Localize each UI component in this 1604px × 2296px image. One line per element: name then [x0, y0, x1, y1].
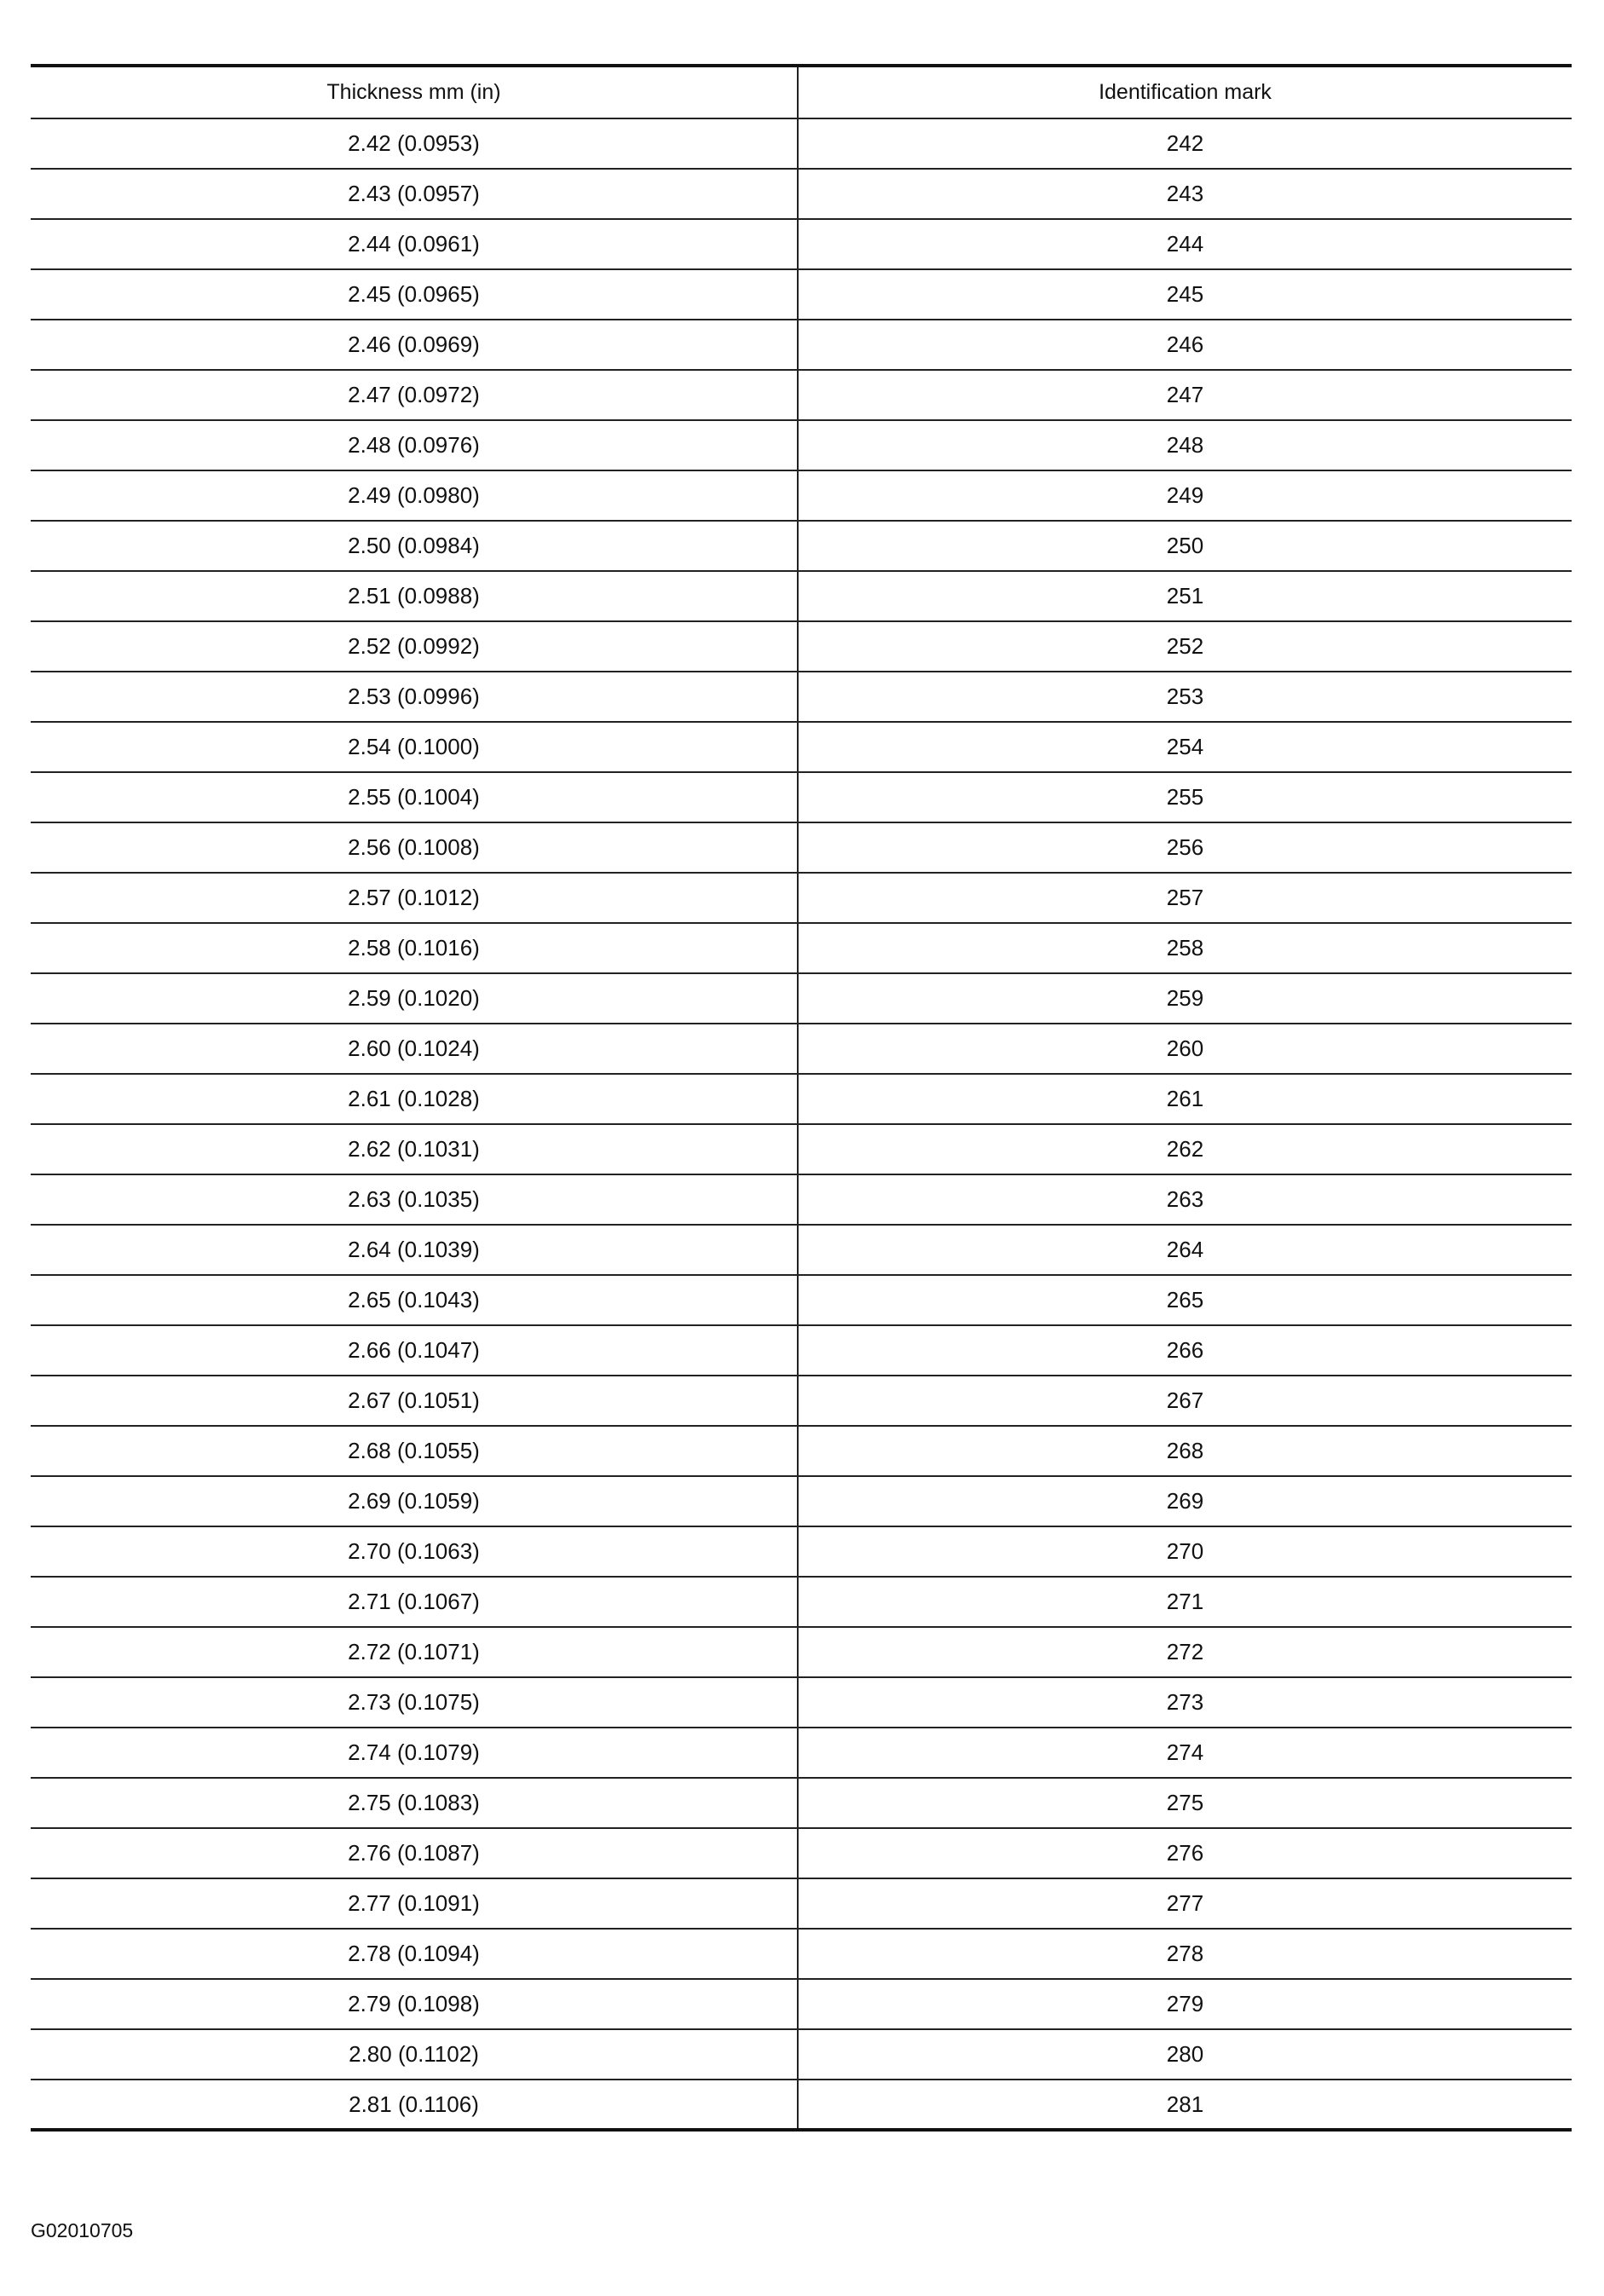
- table-row: [31, 1929, 1572, 1979]
- thickness-cell: 2.61 (0.1028): [31, 1074, 798, 1124]
- thickness-cell: 2.62 (0.1031): [31, 1124, 798, 1174]
- table-row: [31, 1325, 1572, 1376]
- identification-mark-cell: 281: [798, 2080, 1572, 2130]
- table-row: [31, 621, 1572, 672]
- thickness-cell: 2.70 (0.1063): [31, 1526, 798, 1577]
- identification-mark-cell: 267: [798, 1376, 1572, 1426]
- table-row: [31, 1376, 1572, 1426]
- table-row: [31, 1979, 1572, 2029]
- table-row: [31, 118, 1572, 169]
- thickness-cell: 2.53 (0.0996): [31, 672, 798, 722]
- thickness-cell: 2.63 (0.1035): [31, 1174, 798, 1225]
- thickness-cell: 2.68 (0.1055): [31, 1426, 798, 1476]
- figure-code: G02010705: [31, 2219, 134, 2241]
- table-row: [31, 973, 1572, 1024]
- identification-mark-cell: 242: [798, 118, 1572, 169]
- thickness-cell: 2.55 (0.1004): [31, 772, 798, 822]
- table-row: [31, 169, 1572, 219]
- table-row: [31, 1778, 1572, 1828]
- table-row: [31, 1627, 1572, 1677]
- thickness-cell: 2.75 (0.1083): [31, 1778, 798, 1828]
- table-row: [31, 1024, 1572, 1074]
- table-row: [31, 1577, 1572, 1627]
- identification-mark-cell: 269: [798, 1476, 1572, 1526]
- table-row: [31, 2080, 1572, 2130]
- thickness-cell: 2.50 (0.0984): [31, 521, 798, 571]
- thickness-cell: 2.67 (0.1051): [31, 1376, 798, 1426]
- table-row: [31, 1275, 1572, 1325]
- thickness-cell: 2.69 (0.1059): [31, 1476, 798, 1526]
- thickness-cell: 2.43 (0.0957): [31, 169, 798, 219]
- thickness-cell: 2.51 (0.0988): [31, 571, 798, 621]
- identification-mark-cell: 273: [798, 1677, 1572, 1728]
- thickness-cell: 2.78 (0.1094): [31, 1929, 798, 1979]
- table-row: [31, 923, 1572, 973]
- table-body: [31, 118, 1572, 2130]
- identification-mark-cell: 264: [798, 1225, 1572, 1275]
- table-row: [31, 873, 1572, 923]
- thickness-cell: 2.60 (0.1024): [31, 1024, 798, 1074]
- identification-mark-cell: 252: [798, 621, 1572, 672]
- table-row: [31, 1225, 1572, 1275]
- thickness-cell: 2.45 (0.0965): [31, 269, 798, 320]
- identification-mark-cell: 243: [798, 169, 1572, 219]
- thickness-cell: 2.79 (0.1098): [31, 1979, 798, 2029]
- identification-mark-cell: 270: [798, 1526, 1572, 1577]
- identification-mark-cell: 248: [798, 420, 1572, 470]
- table-row: [31, 1728, 1572, 1778]
- identification-mark-cell: 255: [798, 772, 1572, 822]
- thickness-cell: 2.71 (0.1067): [31, 1577, 798, 1627]
- thickness-cell: 2.56 (0.1008): [31, 822, 798, 873]
- identification-mark-cell: 271: [798, 1577, 1572, 1627]
- header-row: [31, 66, 1572, 118]
- thickness-cell: 2.46 (0.0969): [31, 320, 798, 370]
- thickness-cell: 2.64 (0.1039): [31, 1225, 798, 1275]
- thickness-cell: 2.59 (0.1020): [31, 973, 798, 1024]
- identification-mark-cell: 250: [798, 521, 1572, 571]
- table-row: [31, 219, 1572, 269]
- table-row: [31, 1526, 1572, 1577]
- table-row: [31, 1426, 1572, 1476]
- identification-mark-cell: 280: [798, 2029, 1572, 2080]
- thickness-cell: 2.73 (0.1075): [31, 1677, 798, 1728]
- table-row: [31, 470, 1572, 521]
- identification-mark-cell: 253: [798, 672, 1572, 722]
- identification-mark-cell: 254: [798, 722, 1572, 772]
- identification-mark-cell: 259: [798, 973, 1572, 1024]
- identification-mark-cell: 257: [798, 873, 1572, 923]
- identification-mark-cell: 245: [798, 269, 1572, 320]
- header-thickness: Thickness mm (in): [31, 66, 798, 118]
- identification-mark-cell: 249: [798, 470, 1572, 521]
- identification-mark-cell: 277: [798, 1878, 1572, 1929]
- identification-mark-cell: 274: [798, 1728, 1572, 1778]
- header-identification-mark: Identification mark: [798, 66, 1572, 118]
- identification-mark-cell: 258: [798, 923, 1572, 973]
- identification-mark-cell: 265: [798, 1275, 1572, 1325]
- table-row: [31, 722, 1572, 772]
- table-row: [31, 1476, 1572, 1526]
- identification-mark-cell: 279: [798, 1979, 1572, 2029]
- identification-mark-cell: 272: [798, 1627, 1572, 1677]
- table-row: [31, 672, 1572, 722]
- thickness-cell: 2.42 (0.0953): [31, 118, 798, 169]
- table-row: [31, 1828, 1572, 1878]
- identification-mark-cell: 266: [798, 1325, 1572, 1376]
- table-row: [31, 571, 1572, 621]
- identification-mark-cell: 261: [798, 1074, 1572, 1124]
- identification-mark-cell: 260: [798, 1024, 1572, 1074]
- thickness-cell: 2.77 (0.1091): [31, 1878, 798, 1929]
- identification-mark-cell: 256: [798, 822, 1572, 873]
- thickness-cell: 2.47 (0.0972): [31, 370, 798, 420]
- identification-mark-cell: 262: [798, 1124, 1572, 1174]
- thickness-cell: 2.54 (0.1000): [31, 722, 798, 772]
- thickness-cell: 2.72 (0.1071): [31, 1627, 798, 1677]
- table-row: [31, 370, 1572, 420]
- table-row: [31, 320, 1572, 370]
- table-row: [31, 772, 1572, 822]
- thickness-cell: 2.74 (0.1079): [31, 1728, 798, 1778]
- identification-mark-cell: 244: [798, 219, 1572, 269]
- table-row: [31, 1124, 1572, 1174]
- thickness-cell: 2.80 (0.1102): [31, 2029, 798, 2080]
- thickness-cell: 2.49 (0.0980): [31, 470, 798, 521]
- thickness-cell: 2.44 (0.0961): [31, 219, 798, 269]
- thickness-cell: 2.76 (0.1087): [31, 1828, 798, 1878]
- identification-mark-cell: 247: [798, 370, 1572, 420]
- thickness-cell: 2.81 (0.1106): [31, 2080, 798, 2130]
- table-row: [31, 1174, 1572, 1225]
- identification-mark-cell: 278: [798, 1929, 1572, 1979]
- table-row: [31, 1677, 1572, 1728]
- table-row: [31, 521, 1572, 571]
- identification-mark-cell: 268: [798, 1426, 1572, 1476]
- table-row: [31, 420, 1572, 470]
- thickness-identification-table: [31, 64, 1572, 2132]
- table-row: [31, 269, 1572, 320]
- table-header: [31, 66, 1572, 118]
- thickness-cell: 2.66 (0.1047): [31, 1325, 798, 1376]
- identification-mark-cell: 246: [798, 320, 1572, 370]
- table-row: [31, 2029, 1572, 2080]
- thickness-cell: 2.48 (0.0976): [31, 420, 798, 470]
- table-row: [31, 1878, 1572, 1929]
- thickness-cell: 2.58 (0.1016): [31, 923, 798, 973]
- identification-mark-cell: 275: [798, 1778, 1572, 1828]
- thickness-cell: 2.57 (0.1012): [31, 873, 798, 923]
- thickness-cell: 2.52 (0.0992): [31, 621, 798, 672]
- identification-mark-cell: 276: [798, 1828, 1572, 1878]
- thickness-cell: 2.65 (0.1043): [31, 1275, 798, 1325]
- identification-mark-cell: 251: [798, 571, 1572, 621]
- table-row: [31, 822, 1572, 873]
- identification-mark-cell: 263: [798, 1174, 1572, 1225]
- table-row: [31, 1074, 1572, 1124]
